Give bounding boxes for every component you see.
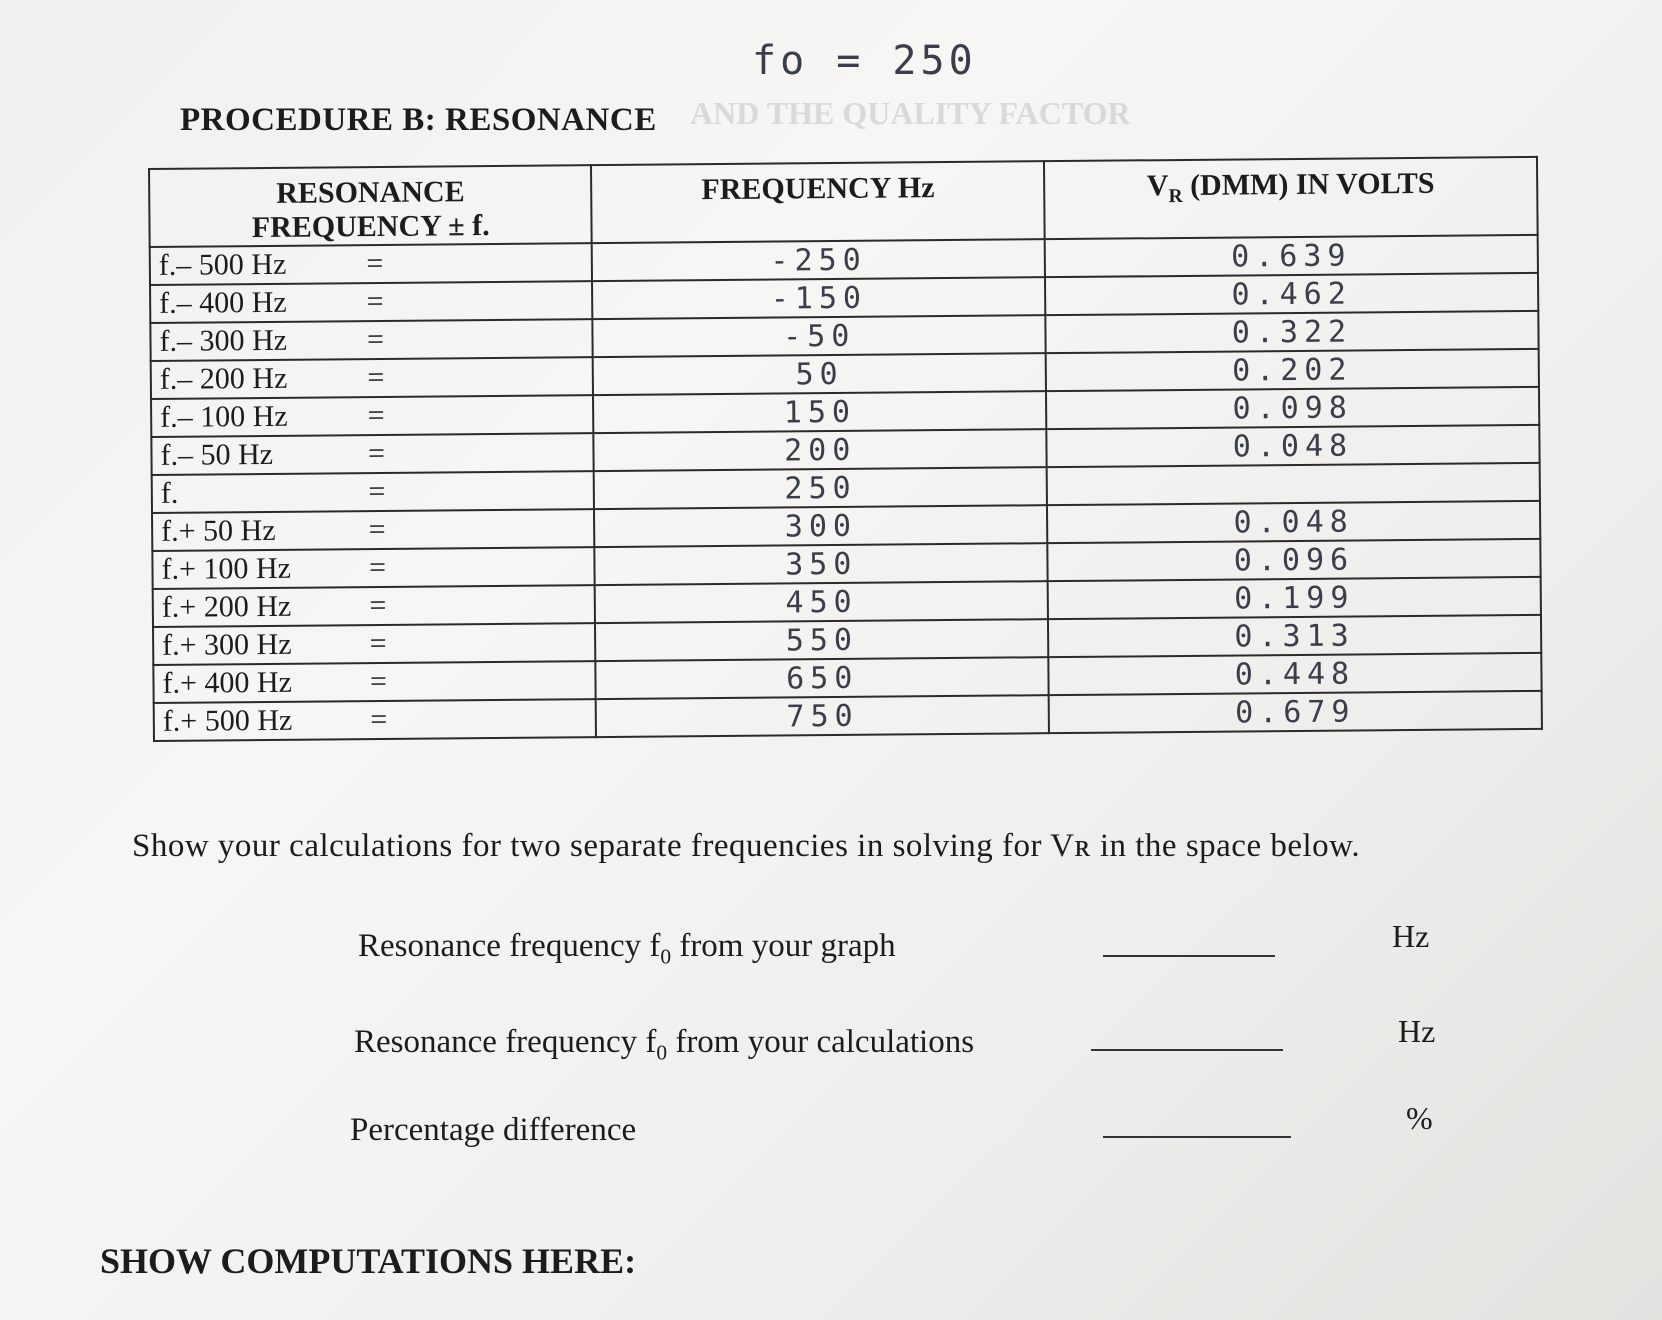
calc-label-text: Resonance frequency f [354,1024,657,1060]
row-frequency-cell[interactable] [594,429,1047,471]
row-offset-label: f.+ 400 Hz [162,665,293,700]
row-voltage-cell[interactable] [1046,349,1539,391]
header-resonance-frequency [149,165,592,247]
row-voltage-cell[interactable] [1047,501,1540,543]
row-offset-label: f.– 400 Hz [159,285,287,320]
row-frequency-cell[interactable] [595,581,1048,623]
row-frequency-offset-cell [152,509,595,551]
graph-frequency-label [358,928,896,970]
handwritten-frequency-value: 450 [785,584,858,620]
row-frequency-offset-cell [152,471,595,513]
procedure-title: PROCEDURE B: RESONANCE [180,102,657,138]
row-frequency-cell[interactable] [593,391,1046,433]
row-equals-sign: = [369,626,387,661]
handwritten-frequency-value: 150 [783,394,857,430]
row-frequency-cell[interactable] [596,657,1049,699]
row-frequency-offset-cell [150,281,593,323]
handwritten-frequency-value: 750 [786,698,859,734]
row-frequency-offset-cell [151,395,594,437]
table-body [150,235,1542,741]
handwritten-voltage-value: 0.096 [1233,541,1355,579]
bleed-through-title: AND THE QUALITY FACTOR [690,95,1131,131]
row-equals-sign: = [368,512,386,547]
row-voltage-cell[interactable] [1045,273,1538,315]
row-equals-sign: = [367,436,386,471]
graph-frequency-unit: Hz [1392,918,1430,954]
handwritten-voltage-value: 0.199 [1233,579,1355,617]
table-header-row [149,157,1538,247]
handwritten-frequency-value: -250 [770,242,867,279]
handwritten-frequency-value: 200 [783,432,857,468]
row-frequency-cell[interactable] [593,353,1046,395]
handwritten-voltage-value: 0.462 [1231,276,1352,313]
calculation-instruction: Show your calculations for two separate frequencies in solving for Vʀ in the space below. [132,828,1361,864]
row-offset-label: f.+ 200 Hz [161,589,292,624]
row-voltage-cell[interactable] [1049,691,1542,733]
handwritten-voltage-value: 0.639 [1231,238,1352,275]
header-vr-symbol: V [1146,169,1169,203]
row-equals-sign: = [366,284,384,319]
handwritten-resonance-note: fo = 250 [752,38,977,84]
header-vr-subscript: R [1168,185,1183,208]
row-offset-label: f.+ 50 Hz [161,513,276,548]
row-offset-label: f.– 500 Hz [158,247,287,282]
handwritten-frequency-value: 50 [795,356,844,392]
row-voltage-cell[interactable] [1046,387,1539,429]
handwritten-voltage-value: 0.048 [1232,427,1354,465]
row-frequency-cell[interactable] [595,619,1048,661]
row-offset-label: f.+ 300 Hz [162,627,292,662]
row-frequency-cell[interactable] [593,315,1046,357]
row-voltage-cell[interactable] [1048,653,1541,695]
row-offset-label: f. [160,476,179,510]
resonance-data-table [148,156,1543,742]
row-offset-label: f.– 100 Hz [160,399,288,434]
row-frequency-cell[interactable] [596,695,1049,737]
handwritten-frequency-value: 300 [784,508,858,544]
calc-frequency-unit: Hz [1398,1013,1436,1049]
header-frequency-hz: FREQUENCY Hz [591,161,1044,243]
header-resonance-line2: FREQUENCY ± f. [251,209,490,245]
handwritten-voltage-value: 0.202 [1231,351,1353,389]
handwritten-voltage-value: 0.322 [1231,313,1353,351]
row-equals-sign: = [366,246,384,281]
row-frequency-offset-cell [151,357,594,399]
row-equals-sign: = [367,360,385,395]
row-frequency-offset-cell [153,661,596,703]
calc-frequency-answer-line[interactable] [1091,1049,1283,1051]
row-frequency-offset-cell [154,699,597,741]
row-offset-label: f.– 300 Hz [159,323,288,358]
graph-frequency-answer-line[interactable] [1103,955,1275,957]
percentage-unit: % [1406,1100,1433,1136]
header-vr-volts [1044,157,1538,239]
row-equals-sign: = [368,474,386,509]
row-frequency-cell[interactable] [592,277,1045,319]
row-voltage-cell[interactable] [1045,235,1538,277]
row-voltage-cell[interactable] [1048,577,1541,619]
row-frequency-offset-cell [150,243,593,285]
row-voltage-cell[interactable] [1046,425,1539,467]
handwritten-voltage-value: 0.448 [1234,655,1356,693]
row-frequency-offset-cell [153,623,596,665]
handwritten-frequency-value: -50 [782,318,856,354]
percentage-difference-label: Percentage difference [350,1112,637,1148]
handwritten-voltage-value: 0.313 [1234,617,1355,655]
row-voltage-cell[interactable] [1045,311,1538,353]
row-frequency-cell[interactable] [595,543,1048,585]
row-equals-sign: = [368,550,387,585]
header-vr-suffix: (DMM) IN VOLTS [1182,166,1435,202]
handwritten-frequency-value: -150 [770,280,868,317]
row-frequency-offset-cell [151,433,594,475]
row-equals-sign: = [369,664,388,699]
header-resonance-line1: RESONANCE [276,175,465,210]
handwritten-frequency-value: 550 [785,622,859,658]
row-frequency-cell[interactable] [594,505,1047,547]
row-offset-label: f.+ 100 Hz [161,551,292,586]
row-offset-label: f.– 200 Hz [159,361,288,396]
graph-label-suffix: from your graph [671,928,896,964]
row-voltage-cell[interactable] [1047,463,1540,505]
graph-label-text: Resonance frequency f [358,928,661,964]
handwritten-frequency-value: 350 [784,546,858,582]
calc-label-subscript: 0 [656,1040,668,1065]
row-equals-sign: = [369,588,387,623]
row-frequency-offset-cell [152,547,595,589]
handwritten-voltage-value: 0.098 [1232,389,1353,427]
row-frequency-cell[interactable] [594,467,1047,509]
handwritten-voltage-value: 0.679 [1234,693,1356,731]
row-offset-label: f.+ 500 Hz [162,703,293,738]
row-frequency-offset-cell [153,585,596,627]
row-offset-label: f.– 50 Hz [160,437,274,472]
row-frequency-cell[interactable] [592,239,1045,281]
calc-label-suffix: from your calculations [667,1024,975,1060]
computations-heading: SHOW COMPUTATIONS HERE: [100,1241,637,1281]
row-voltage-cell[interactable] [1048,615,1541,657]
row-equals-sign: = [366,322,385,357]
handwritten-frequency-value: 250 [784,470,857,506]
handwritten-frequency-value: 650 [785,660,859,696]
calc-frequency-label [354,1024,974,1066]
row-voltage-cell[interactable] [1047,539,1540,581]
handwritten-voltage-value: 0.048 [1233,503,1354,541]
graph-label-subscript: 0 [660,944,672,969]
row-equals-sign: = [367,398,385,433]
row-equals-sign: = [370,702,388,737]
row-frequency-offset-cell [150,319,593,361]
percentage-difference-answer-line[interactable] [1103,1136,1291,1138]
